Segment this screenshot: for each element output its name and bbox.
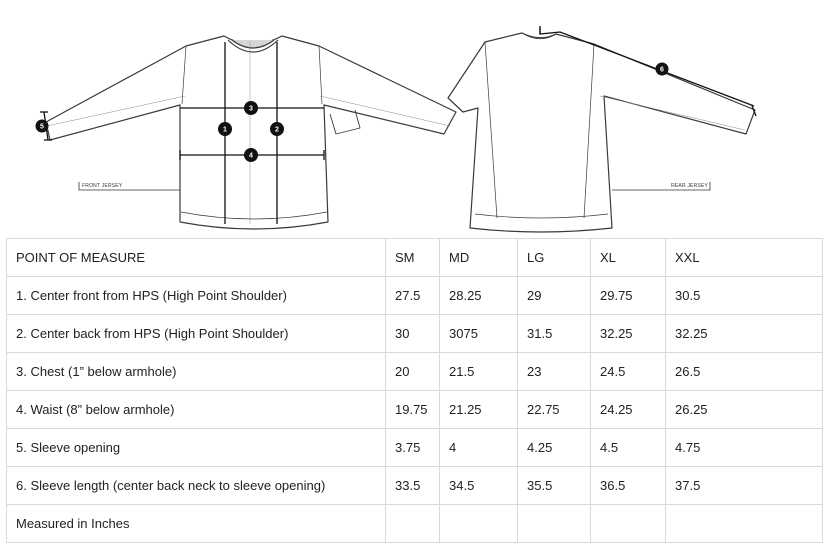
cell-xxl: 4.75 — [666, 429, 823, 467]
cell-md: 21.5 — [440, 353, 518, 391]
cell-measure: 4. Waist (8” below armhole) — [7, 391, 386, 429]
size-diagram — [0, 0, 829, 235]
empty-cell — [440, 505, 518, 543]
header-lg: LG — [518, 239, 591, 277]
header-sm: SM — [386, 239, 440, 277]
svg-text:3: 3 — [249, 105, 253, 113]
cell-xxl: 26.25 — [666, 391, 823, 429]
cell-lg: 4.25 — [518, 429, 591, 467]
cell-sm: 19.75 — [386, 391, 440, 429]
size-chart-body — [7, 239, 823, 543]
table-row — [7, 467, 823, 505]
table-header-row — [7, 239, 823, 277]
marker-3 — [244, 101, 258, 115]
table-row — [7, 429, 823, 467]
rear-jersey-label: REAR JERSEY — [671, 183, 708, 189]
cell-xxl: 30.5 — [666, 277, 823, 315]
svg-text:5: 5 — [40, 123, 44, 131]
rear-jersey-callout — [612, 182, 710, 190]
svg-text:2: 2 — [275, 126, 279, 134]
header-point-of-measure: POINT OF MEASURE — [7, 239, 386, 277]
front-jersey-illustration — [46, 36, 456, 229]
front-jersey-callout — [79, 182, 180, 190]
table-row — [7, 315, 823, 353]
marker-1 — [218, 122, 232, 136]
marker-6 — [656, 63, 669, 76]
rear-measurement-lines — [540, 26, 756, 116]
marker-2 — [270, 122, 284, 136]
cell-md: 34.5 — [440, 467, 518, 505]
cell-sm: 20 — [386, 353, 440, 391]
table-footer-row — [7, 505, 823, 543]
cell-lg: 22.75 — [518, 391, 591, 429]
rear-jersey-illustration — [448, 33, 755, 232]
cell-sm: 30 — [386, 315, 440, 353]
cell-md: 4 — [440, 429, 518, 467]
cell-measure: 5. Sleeve opening — [7, 429, 386, 467]
units-note: Measured in Inches — [7, 505, 386, 543]
cell-md: 21.25 — [440, 391, 518, 429]
cell-md: 3075 — [440, 315, 518, 353]
cell-xl: 4.5 — [591, 429, 666, 467]
cell-sm: 27.5 — [386, 277, 440, 315]
table-row — [7, 391, 823, 429]
cell-lg: 23 — [518, 353, 591, 391]
table-row — [7, 277, 823, 315]
empty-cell — [591, 505, 666, 543]
cell-xxl: 37.5 — [666, 467, 823, 505]
cell-measure: 1. Center front from HPS (High Point Shoulder) — [7, 277, 386, 315]
marker-5 — [36, 120, 49, 133]
cell-sm: 3.75 — [386, 429, 440, 467]
svg-text:6: 6 — [660, 66, 664, 74]
cell-xl: 24.25 — [591, 391, 666, 429]
cell-measure: 3. Chest (1” below armhole) — [7, 353, 386, 391]
cell-xxl: 26.5 — [666, 353, 823, 391]
cell-xl: 36.5 — [591, 467, 666, 505]
cell-md: 28.25 — [440, 277, 518, 315]
cell-measure: 2. Center back from HPS (High Point Shoulder) — [7, 315, 386, 353]
svg-text:4: 4 — [249, 152, 253, 160]
cell-lg: 29 — [518, 277, 591, 315]
cell-xl: 32.25 — [591, 315, 666, 353]
cell-sm: 33.5 — [386, 467, 440, 505]
empty-cell — [386, 505, 440, 543]
svg-text:1: 1 — [223, 126, 227, 134]
cell-measure: 6. Sleeve length (center back neck to sleeve opening) — [7, 467, 386, 505]
cell-xl: 24.5 — [591, 353, 666, 391]
size-chart-table — [6, 238, 823, 543]
cell-xl: 29.75 — [591, 277, 666, 315]
header-xl: XL — [591, 239, 666, 277]
cell-lg: 31.5 — [518, 315, 591, 353]
empty-cell — [518, 505, 591, 543]
header-md: MD — [440, 239, 518, 277]
cell-lg: 35.5 — [518, 467, 591, 505]
front-jersey-label: FRONT JERSEY — [82, 183, 123, 189]
cell-xxl: 32.25 — [666, 315, 823, 353]
table-row — [7, 353, 823, 391]
header-xxl: XXL — [666, 239, 823, 277]
marker-4 — [244, 148, 258, 162]
empty-cell — [666, 505, 823, 543]
